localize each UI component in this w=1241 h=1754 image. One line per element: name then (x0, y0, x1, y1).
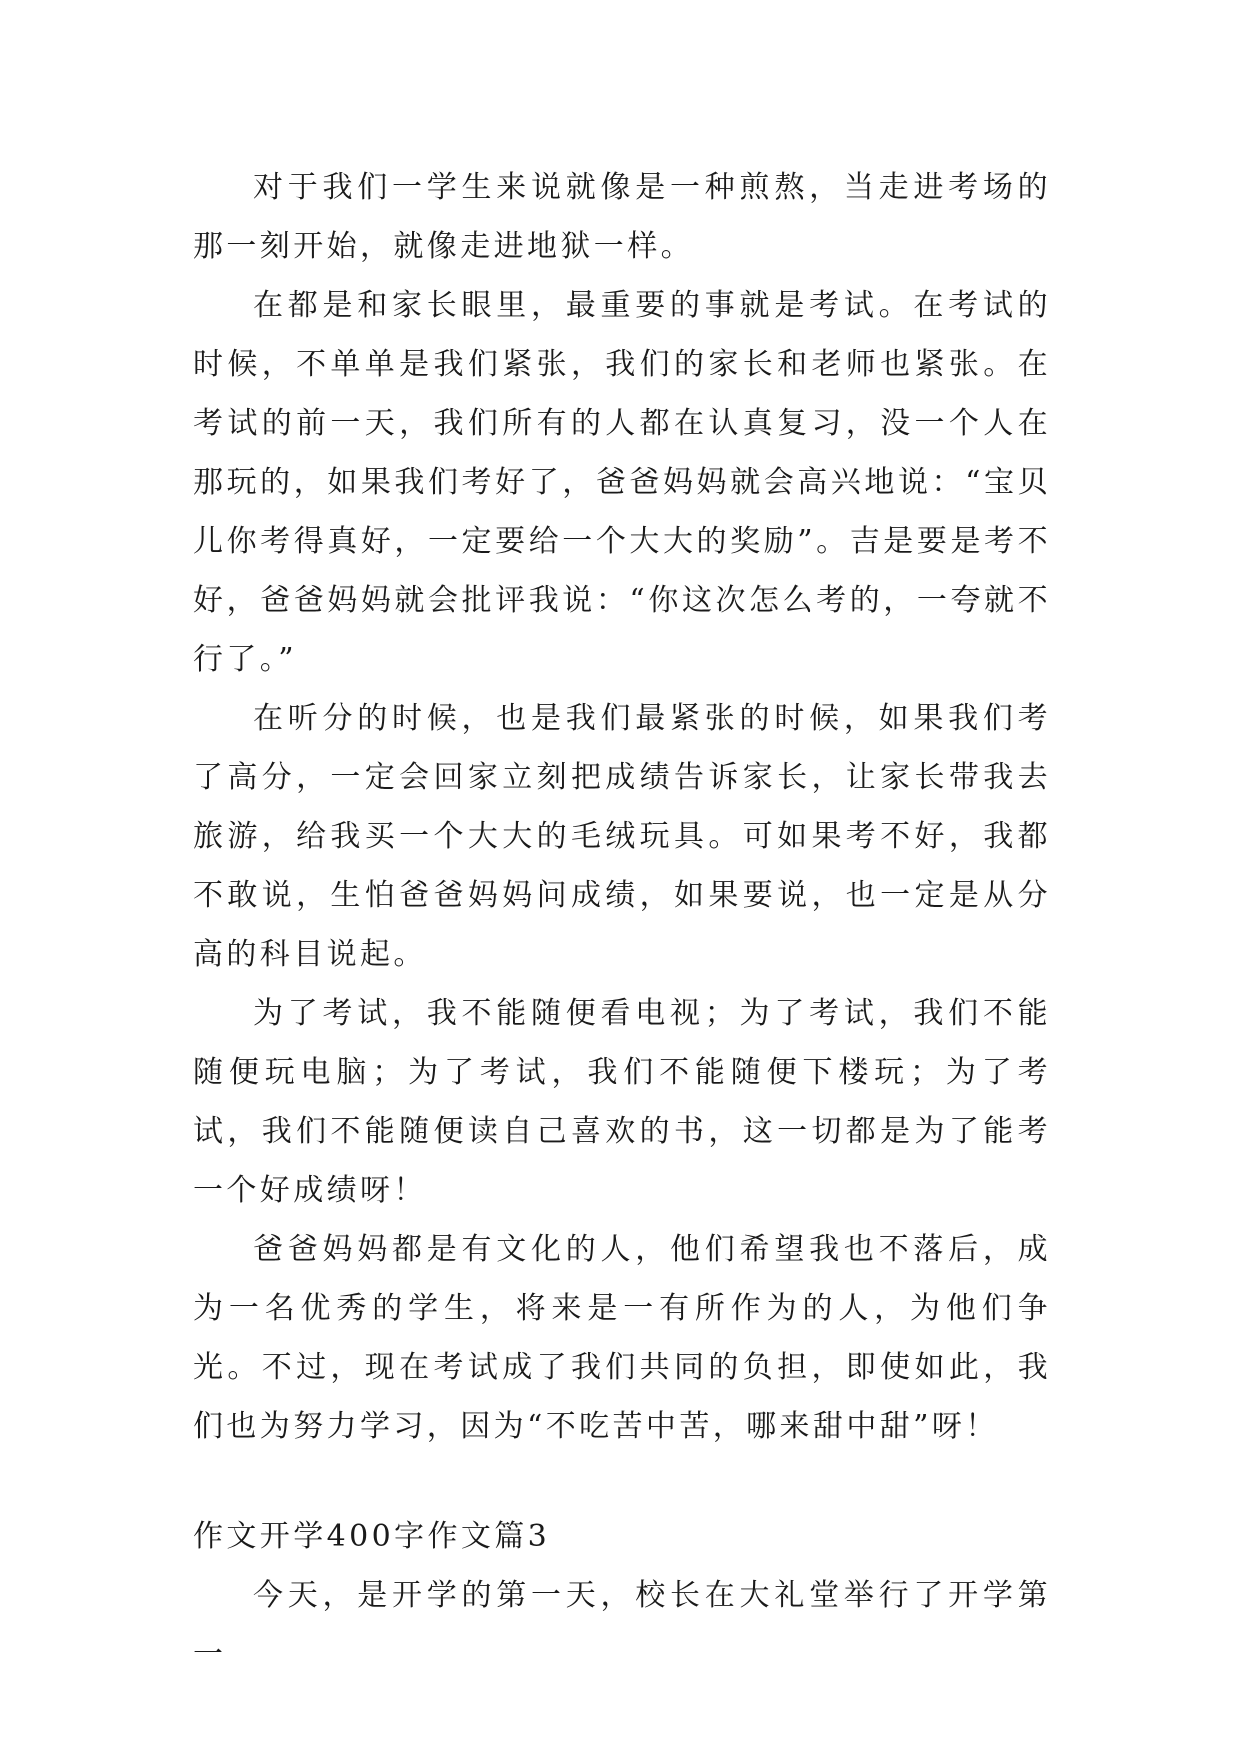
paragraph-4: 为了考试，我不能随便看电视；为了考试，我们不能随便玩电脑；为了考试，我们不能随便下楼玩；为了考试，我们不能随便读自己喜欢的书，这一切都是为了能考一个好成绩呀！ (193, 996, 1051, 1208)
paragraph-5: 爸爸妈妈都是有文化的人，他们希望我也不落后，成为一名优秀的学生，将来是一有所作为的人，为他们争光。不过，现在考试成了我们共同的负担，即使如此，我们也为努力学习，因为“不吃苦中苦，哪来甜中甜”呀！ (193, 1232, 1051, 1444)
paragraph-2: 在都是和家长眼里，最重要的事就是考试。在考试的时候，不单单是我们紧张，我们的家长和老师也紧张。在考试的前一天，我们所有的人都在认真复习，没一个人在那玩的，如果我们考好了，爸爸妈妈就会高兴地说：“宝贝儿你考得真好，一定要给一个大大的奖励”。吉是要是考不好，爸爸妈妈就会批评我说：“你这次怎么考的，一夸就不行了。” (193, 288, 1051, 677)
section-heading: 作文开学400字作文篇3 (193, 1519, 551, 1554)
paragraph-1: 对于我们一学生来说就像是一种煎熬，当走进考场的那一刻开始，就像走进地狱一样。 (193, 170, 1051, 264)
document-body (193, 158, 1051, 1684)
paragraph-3: 在听分的时候，也是我们最紧张的时候，如果我们考了高分，一定会回家立刻把成绩告诉家长，让家长带我去旅游，给我买一个大大的毛绒玩具。可如果考不好，我都不敢说，生怕爸爸妈妈问成绩，如果要说，也一定是从分高的科目说起。 (193, 701, 1051, 972)
paragraph-6: 今天，是开学的第一天，校长在大礼堂举行了开学第一 (193, 1578, 1051, 1672)
